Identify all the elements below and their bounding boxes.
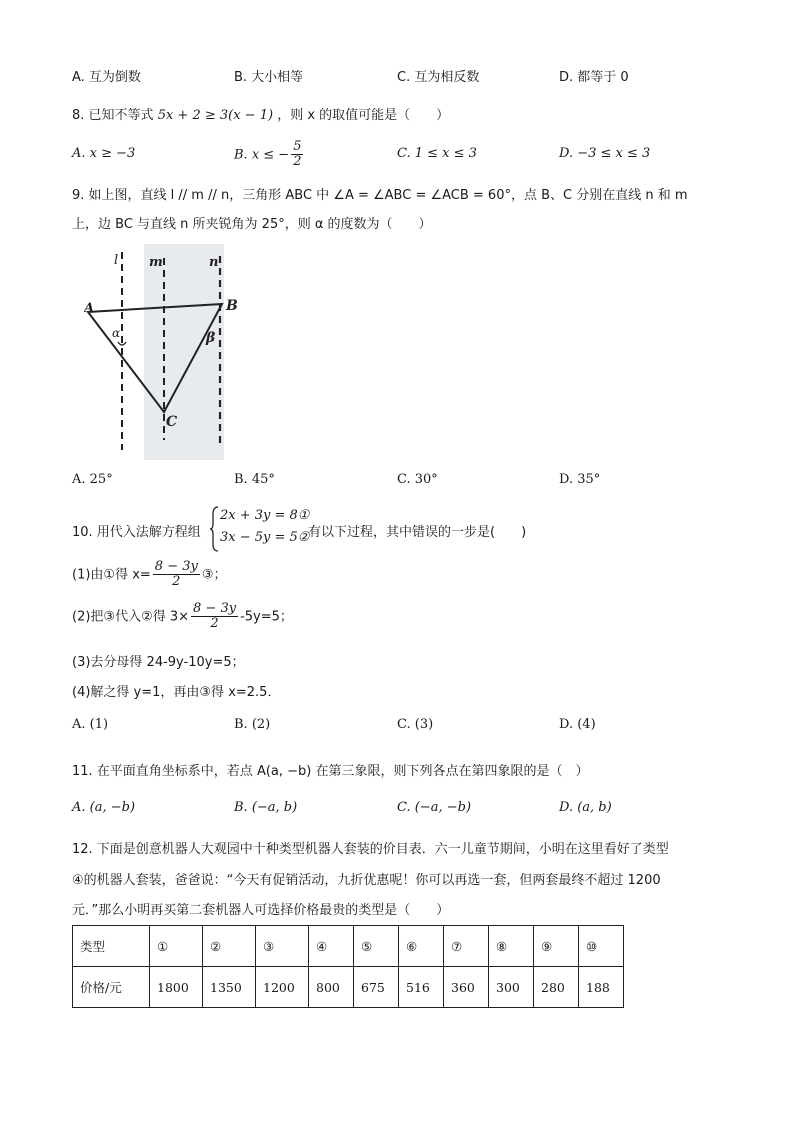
- q12-price-cell: 1800: [150, 967, 203, 1008]
- q10-option-a: A. (1): [72, 717, 109, 732]
- q9-stem-line-1: 9. 如上图，直线 l // m // n，三角形 ABC 中 ∠A = ∠ABC = ∠ACB = 60°，点 B、C 分别在直线 n 和 m: [72, 188, 688, 203]
- q12-type-cell: ⑨: [534, 926, 579, 967]
- q8-stem-prefix: 8. 已知不等式: [72, 108, 154, 123]
- q8-option-d: D. −3 ≤ x ≤ 3: [559, 146, 651, 161]
- q9-label-beta: β: [206, 330, 216, 346]
- q12-price-cell: 188: [579, 967, 624, 1008]
- q10-equation-2: 3x − 5y = 5②: [220, 530, 310, 545]
- q10-step-1-suffix: ③；: [201, 567, 227, 583]
- q12-type-cell: ④: [309, 926, 354, 967]
- q12-type-cell: ⑥: [399, 926, 444, 967]
- q9-option-a: A. 25°: [72, 472, 113, 487]
- q8-stem: [72, 104, 449, 123]
- q7-option-a: A. 互为倒数: [72, 70, 141, 85]
- q10-step-2-prefix: (2)把③代入②得 3×: [72, 609, 190, 625]
- q10-stem-prefix: 10. 用代入法解方程组: [72, 525, 201, 540]
- q8-option-b: [234, 140, 305, 170]
- q9-label-a: A: [84, 301, 95, 316]
- q9-figure: [84, 244, 242, 460]
- q9-options: [72, 472, 732, 494]
- q9-option-d: D. 35°: [559, 472, 601, 487]
- q12-stem-line-3: 元．”那么小明再买第二套机器人可选择价格最贵的类型是（ ）: [72, 903, 450, 918]
- q12-price-cell: 1200: [256, 967, 309, 1008]
- q10-step-1-fraction: [153, 560, 200, 590]
- q12-type-cell: ③: [256, 926, 309, 967]
- q8-option-c: C. 1 ≤ x ≤ 3: [397, 146, 477, 161]
- q8-option-b-fraction: [291, 140, 303, 170]
- q11-option-d: D. (a, b): [559, 800, 612, 815]
- q12-type-cell: ①: [150, 926, 203, 967]
- q12-price-row: [73, 967, 624, 1008]
- q9-label-c: C: [166, 414, 178, 430]
- q8-option-b-prefix: B. x ≤ −: [234, 147, 290, 163]
- q12-price-header: 价格/元: [73, 967, 150, 1008]
- q10-step-2: [72, 602, 293, 632]
- q11-options: [72, 800, 732, 822]
- q9-label-n: n: [209, 255, 219, 270]
- q9-stem-line-2: 上，边 BC 与直线 n 所夹锐角为 25°，则 α 的度数为（ ）: [72, 217, 432, 232]
- q10-option-d: D. (4): [559, 717, 596, 732]
- q12-type-cell: ⑤: [354, 926, 399, 967]
- q9-option-b: B. 45°: [234, 472, 275, 487]
- q8-option-b-denominator: 2: [293, 154, 302, 170]
- q11-stem: 11. 在平面直角坐标系中，若点 A(a, −b) 在第三象限，则下列各点在第四象限的是（ ）: [72, 764, 589, 779]
- q10-step-3: (3)去分母得 24-9y-10y=5；: [72, 655, 245, 670]
- q9-label-alpha: α: [112, 326, 121, 340]
- q12-price-cell: 675: [354, 967, 399, 1008]
- q10-step-1-prefix: (1)由①得 x=: [72, 567, 151, 583]
- q12-type-cell: ⑩: [579, 926, 624, 967]
- q7-option-c: C. 互为相反数: [397, 70, 480, 85]
- q12-type-header: 类型: [73, 926, 150, 967]
- q12-price-cell: 280: [534, 967, 579, 1008]
- q12-price-cell: 1350: [203, 967, 256, 1008]
- q8-inequality: 5x + 2 ≥ 3(x − 1): [157, 108, 274, 123]
- q10-step-1: [72, 560, 227, 590]
- q7-option-b: B. 大小相等: [234, 70, 304, 85]
- q10-step-1-denominator: 2: [172, 574, 181, 590]
- q7-options: [72, 66, 732, 88]
- q8-stem-suffix: ，则 x 的取值可能是（ ）: [277, 108, 450, 123]
- q12-type-cell: ⑧: [489, 926, 534, 967]
- q9-label-l: l: [114, 253, 119, 268]
- q9-figure-shadow: [144, 244, 224, 460]
- q9-label-m: m: [149, 255, 163, 270]
- q10-equation-1: 2x + 3y = 8①: [220, 508, 310, 523]
- q11-option-a: A. (a, −b): [72, 800, 136, 815]
- q12-price-cell: 516: [399, 967, 444, 1008]
- q10-step-2-fraction: [191, 602, 238, 632]
- q10-stem-suffix: 有以下过程，其中错误的一步是( ): [308, 525, 527, 540]
- q12-type-row: [73, 926, 624, 967]
- q12-stem-line-2: ④的机器人套装，爸爸说：“今天有促销活动，九折优惠呢！你可以再选一套，但两套最终不超过 1200: [72, 873, 661, 888]
- q10-step-2-denominator: 2: [210, 616, 219, 632]
- q12-type-cell: ②: [203, 926, 256, 967]
- q10-step-1-numerator: 8 − 3y: [154, 559, 198, 574]
- q11-option-c: C. (−a, −b): [397, 800, 472, 815]
- q10-option-c: C. (3): [397, 717, 434, 732]
- q10-options: [72, 717, 732, 739]
- q8-options: [72, 140, 732, 176]
- q7-option-d: D. 都等于 0: [559, 70, 629, 85]
- q10-option-b: B. (2): [234, 717, 271, 732]
- q12-price-cell: 800: [309, 967, 354, 1008]
- q12-price-cell: 300: [489, 967, 534, 1008]
- q9-option-c: C. 30°: [397, 472, 438, 487]
- q12-price-cell: 360: [444, 967, 489, 1008]
- q10-brace: [209, 506, 219, 552]
- q10-step-2-suffix: -5y=5；: [240, 609, 293, 625]
- q10-step-2-numerator: 8 − 3y: [193, 601, 237, 616]
- q12-stem-line-1: 12. 下面是创意机器人大观园中十种类型机器人套装的价目表．六一儿童节期间，小明在这里看好了类型: [72, 842, 669, 857]
- q8-option-b-numerator: 5: [293, 139, 302, 154]
- q10-step-4: (4)解之得 y=1，再由③得 x=2.5．: [72, 685, 281, 700]
- q12-type-cell: ⑦: [444, 926, 489, 967]
- q11-option-b: B. (−a, b): [234, 800, 298, 815]
- q8-option-a: A. x ≥ −3: [72, 146, 136, 161]
- q12-price-table: [72, 925, 624, 1008]
- q9-label-b: B: [226, 298, 238, 314]
